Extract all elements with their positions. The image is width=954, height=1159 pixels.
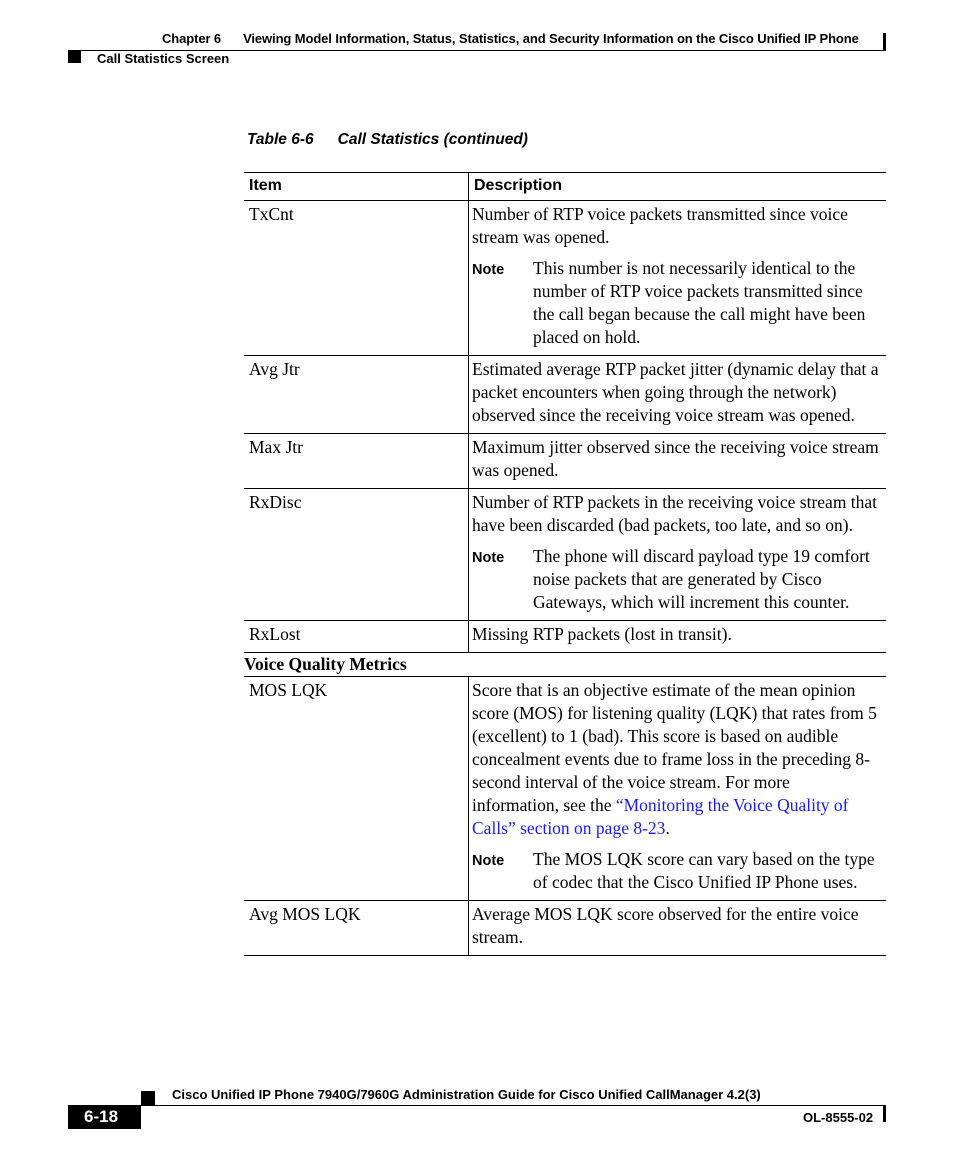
table-row-max-jtr [244,434,886,489]
description-cell: Estimated average RTP packet jitter (dynamic delay that a packet encounters when going through the network) observed since the receiving voice stream was opened. [469,356,887,434]
header-marker-square [68,50,81,63]
note-block [472,257,880,349]
item-cell: RxDisc [244,489,469,621]
note-text: This number is not necessarily identical to the number of RTP voice packets transmitted since the call began because the call might have been placed on hold. [533,258,866,347]
item-cell: Avg Jtr [244,356,469,434]
footer-right-bar [883,1105,886,1122]
chapter-title: Viewing Model Information, Status, Statistics, and Security Information on the Cisco Unified IP Phone [243,31,859,46]
description-cell: Maximum jitter observed since the receiving voice stream was opened. [469,434,887,489]
item-cell: MOS LQK [244,677,469,901]
note-text: The phone will discard payload type 19 comfort noise packets that are generated by Cisco Gateways, which will increment this counter. [533,546,870,612]
description-cell: Missing RTP packets (lost in transit). [469,621,887,653]
column-header-description: Description [469,173,887,201]
item-cell: Avg MOS LQK [244,901,469,956]
description-text: Number of RTP packets in the receiving voice stream that have been discarded (bad packets, too late, and so on). [472,492,878,535]
cross-reference-link[interactable]: “Monitoring the Voice Quality of Calls” section on page 8-23 [472,795,849,838]
table-row-txcnt [244,201,886,356]
table-header-row [244,173,886,201]
note-block [472,545,880,614]
note-label: Note [472,550,505,566]
description-cell [469,677,887,901]
item-cell: TxCnt [244,201,469,356]
footer-rule [68,1105,886,1106]
table-caption [247,131,528,149]
description-text: Number of RTP voice packets transmitted since voice stream was opened. [472,204,848,247]
chapter-label: Chapter 6 [162,31,222,46]
description-cell: Average MOS LQK score observed for the entire voice stream. [469,901,887,956]
item-cell: Max Jtr [244,434,469,489]
description-text [472,679,880,840]
description-end: . [665,818,670,838]
call-statistics-table [244,172,886,956]
section-heading: Voice Quality Metrics [244,653,886,677]
item-cell: RxLost [244,621,469,653]
note-label: Note [472,262,505,278]
description-cell [469,489,887,621]
table-section-row [244,653,886,677]
table-row-avg-jtr [244,356,886,434]
table-title: Call Statistics (continued) [337,131,528,148]
document-id: OL-8555-02 [803,1110,874,1125]
column-header-item: Item [244,173,469,201]
table-row-mos-lqk [244,677,886,901]
note-block [472,848,880,894]
table-row-rxlost [244,621,886,653]
table-number: Table 6-6 [247,131,314,148]
page-number: 6-18 [68,1105,141,1129]
note-label: Note [472,853,505,869]
note-text: The MOS LQK score can vary based on the type of codec that the Cisco Unified IP Phone uses. [533,849,875,892]
footer-book-title: Cisco Unified IP Phone 7940G/7960G Administration Guide for Cisco Unified CallManager 4.2(3) [172,1087,761,1102]
table-row-rxdisc [244,489,886,621]
running-header-chapter [162,31,859,46]
header-right-bar [883,33,886,50]
section-title: Call Statistics Screen [97,51,230,66]
footer-marker-square [141,1091,155,1105]
description-cell [469,201,887,356]
description-lead: Score that is an objective estimate of the mean opinion score (MOS) for listening quality (LQK) that rates from 5 (excellent) to 1 (bad). This score is based on audible concealment events due to frame loss in the preceding 8-second interval of the voice stream. For more information, see the [472,680,877,815]
table-row-avg-mos-lqk [244,901,886,956]
